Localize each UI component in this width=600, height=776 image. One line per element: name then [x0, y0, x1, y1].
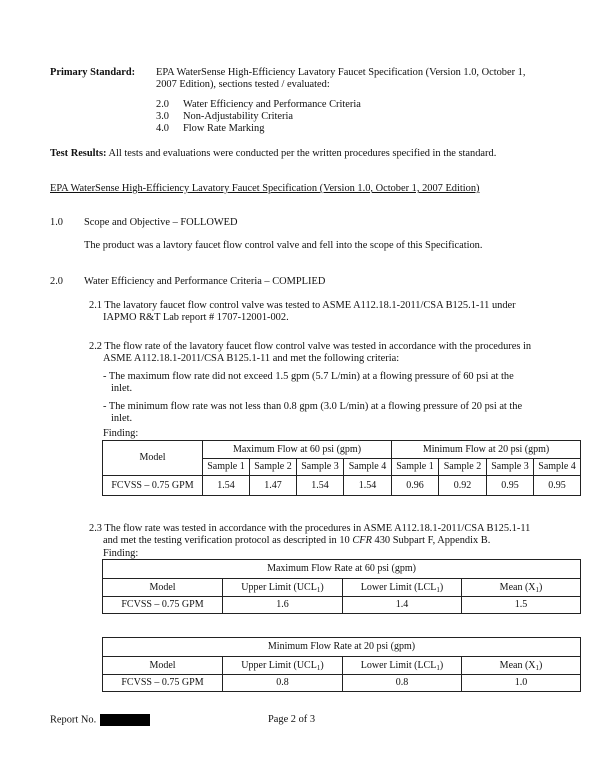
mean-header: Mean $(X_1)$: [462, 579, 581, 597]
section-num: 3.0: [156, 111, 169, 122]
max-flow-header: Maximum Flow at 60 psi (gpm): [203, 441, 392, 459]
table-title: Minimum Flow Rate at 20 psi (gpm): [103, 638, 581, 657]
section-num: 2.0: [156, 99, 169, 110]
s22-line2: ASME A112.18.1-2011/CSA B125.1-11 and met the following criteria:: [103, 353, 400, 364]
model-header: Model: [103, 657, 223, 675]
table-row: [103, 597, 581, 614]
primary-standard-line1: EPA WaterSense High-Efficiency Lavatory Faucet Specification (Version 1.0, October 1,: [156, 67, 526, 78]
value-cell: 0.95: [487, 476, 534, 496]
finding-label-2: Finding:: [103, 548, 139, 559]
redaction-block: [100, 714, 150, 726]
s21-line1: 2.1 The lavatory faucet flow control valve was tested to ASME A112.18.1-2011/CSA B125.1-11 under: [89, 300, 516, 311]
section-title: Flow Rate Marking: [183, 123, 265, 134]
sample-header: Sample 4: [534, 459, 581, 476]
report-label: Report No.: [50, 714, 97, 726]
value-cell: 1.47: [250, 476, 297, 496]
model-cell: FCVSS – 0.75 GPM: [103, 675, 223, 692]
section1-title: Scope and Objective – FOLLOWED: [84, 217, 238, 228]
upper-limit-cell: 1.6: [223, 597, 343, 614]
value-cell: 0.96: [392, 476, 439, 496]
bullet-min-line1: - The minimum flow rate was not less than 0.8 gpm (3.0 L/min) at a flowing pressure of 20 psi at the: [103, 401, 523, 412]
upper-limit-header: Upper Limit $(UCL_1)$: [223, 579, 343, 597]
sample-header: Sample 1: [203, 459, 250, 476]
lower-limit-header: Lower Limit $(LCL_1)$: [343, 579, 462, 597]
model-header: Model: [103, 579, 223, 597]
value-cell: 0.92: [439, 476, 487, 496]
lower-limit-cell: 0.8: [343, 675, 462, 692]
lower-limit-cell: 1.4: [343, 597, 462, 614]
section-num: 4.0: [156, 123, 169, 134]
table-title: Maximum Flow Rate at 60 psi (gpm): [103, 560, 581, 579]
mean-cell: 1.5: [462, 597, 581, 614]
s23-line2-b: 430 Subpart F, Appendix B.: [371, 535, 491, 546]
s23-line2: [103, 535, 490, 547]
mean-header: Mean $(X_1)$: [462, 657, 581, 675]
value-cell: 1.54: [297, 476, 344, 496]
sample-header: Sample 3: [487, 459, 534, 476]
s22-line1: 2.2 The flow rate of the lavatory faucet flow control valve was tested in accordance with the procedures in: [89, 341, 532, 352]
test-results-text: All tests and evaluations were conducted per the written procedures specified in the standard.: [108, 148, 497, 159]
section2-title: Water Efficiency and Performance Criteria – COMPLIED: [84, 276, 326, 287]
test-results: [50, 148, 496, 160]
lower-limit-header: Lower Limit $(LCL_1)$: [343, 657, 462, 675]
table-row: [103, 675, 581, 692]
s21-line2: IAPMO R&T Lab report # 1707-12001-002.: [103, 312, 289, 323]
spec-heading: EPA WaterSense High-Efficiency Lavatory Faucet Specification (Version 1.0, October 1, 2007 Edition): [50, 183, 480, 194]
test-results-label: Test Results:: [50, 148, 107, 159]
value-cell: 0.95: [534, 476, 581, 496]
section1-num: 1.0: [50, 217, 63, 228]
cfr-text: CFR: [352, 535, 372, 546]
mean-cell: 1.0: [462, 675, 581, 692]
primary-standard-line2: 2007 Edition), sections tested / evaluated:: [156, 79, 330, 90]
section-title: Non-Adjustability Criteria: [183, 111, 293, 122]
bullet-max-line2: inlet.: [111, 383, 133, 394]
sample-header: Sample 4: [344, 459, 392, 476]
section-list-item-3: [156, 123, 265, 135]
section-list-item-2: [156, 111, 293, 123]
flow-samples-table: [102, 440, 581, 496]
model-cell: FCVSS – 0.75 GPM: [103, 597, 223, 614]
min-flow-rate-table: [102, 637, 581, 692]
section-title: Water Efficiency and Performance Criteria: [183, 99, 361, 110]
bullet-min-line2: inlet.: [111, 413, 133, 424]
report-number: [50, 714, 150, 726]
max-flow-rate-table: [102, 559, 581, 614]
upper-limit-header: Upper Limit $(UCL_1)$: [223, 657, 343, 675]
section-list-item-1: [156, 99, 361, 111]
table-row: [103, 476, 581, 496]
model-cell: FCVSS – 0.75 GPM: [103, 476, 203, 496]
page-number: Page 2 of 3: [268, 714, 316, 725]
sample-header: Sample 1: [392, 459, 439, 476]
value-cell: 1.54: [203, 476, 250, 496]
upper-limit-cell: 0.8: [223, 675, 343, 692]
section2-num: 2.0: [50, 276, 63, 287]
sample-header: Sample 2: [250, 459, 297, 476]
bullet-max-line1: - The maximum flow rate did not exceed 1.5 gpm (5.7 L/min) at a flowing pressure of 60 psi at the: [103, 371, 514, 382]
s23-line2-a: and met the testing verification protocol as descripted in 10: [103, 535, 353, 546]
sample-header: Sample 3: [297, 459, 344, 476]
min-flow-header: Minimum Flow at 20 psi (gpm): [392, 441, 581, 459]
finding-label: Finding:: [103, 428, 139, 439]
s23-line1: 2.3 The flow rate was tested in accordance with the procedures in ASME A112.18.1-2011/CSA B125.1-11: [89, 523, 531, 534]
section1-body: The product was a lavtory faucet flow control valve and fell into the scope of this Specification.: [84, 240, 483, 251]
sample-header: Sample 2: [439, 459, 487, 476]
primary-standard-label: Primary Standard:: [50, 67, 136, 78]
value-cell: 1.54: [344, 476, 392, 496]
model-header: Model: [103, 441, 203, 476]
